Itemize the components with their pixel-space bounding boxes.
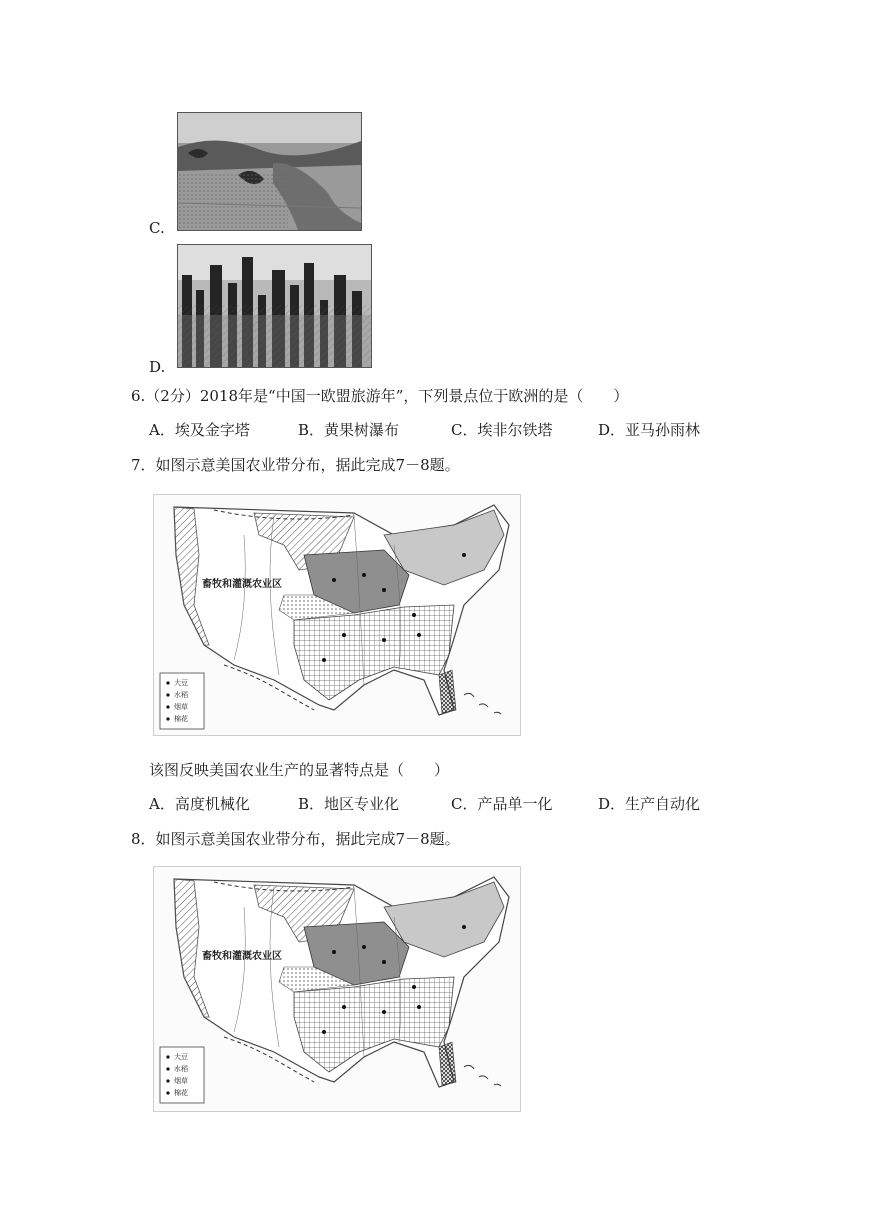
legend-item-rice: 水稻: [174, 1065, 188, 1073]
us-agriculture-map-1: [153, 494, 521, 736]
q7-sub-stem: 该图反映美国农业生产的显著特点是（ ）: [149, 761, 450, 779]
map-legend: [174, 1051, 188, 1099]
legend-item-cotton: 棉花: [174, 1089, 188, 1097]
map-legend: [174, 677, 188, 725]
q7-option-c: C．产品单一化: [451, 795, 553, 813]
legend-item-rice: 水稻: [174, 691, 188, 699]
map-region-label: 畜牧和灌溉农业区: [202, 951, 282, 962]
q6-option-b: B．黄果树瀑布: [298, 421, 400, 439]
q6-option-c: C．埃非尔铁塔: [451, 421, 553, 439]
q7-stem: 7．如图示意美国农业带分布，据此完成7－8题。: [131, 456, 460, 474]
q7-option-d: D．生产自动化: [598, 795, 701, 813]
legend-item-cotton: 棉花: [174, 715, 188, 723]
q8-stem: 8．如图示意美国农业带分布，据此完成7－8题。: [131, 830, 460, 848]
option-d-label: D.: [149, 358, 166, 376]
q7-option-b: B．地区专业化: [298, 795, 400, 813]
q6-option-a: A．埃及金字塔: [149, 421, 250, 439]
q6-option-d: D．亚马孙雨林: [598, 421, 701, 439]
legend-item-tobacco: 烟草: [174, 1077, 188, 1085]
legend-item-tobacco: 烟草: [174, 703, 188, 711]
legend-item-soybean: 大豆: [174, 1053, 188, 1061]
us-agriculture-map-2: [153, 866, 521, 1112]
q6-stem: 6.（2分）2018年是“中国一欧盟旅游年”，下列景点位于欧洲的是（ ）: [131, 387, 629, 405]
option-d-photo: [177, 244, 372, 368]
map-region-label: 畜牧和灌溉农业区: [202, 579, 282, 590]
q7-option-a: A．高度机械化: [149, 795, 250, 813]
option-c-label: C.: [149, 219, 165, 237]
legend-item-soybean: 大豆: [174, 679, 188, 687]
option-c-photo: [177, 112, 362, 231]
